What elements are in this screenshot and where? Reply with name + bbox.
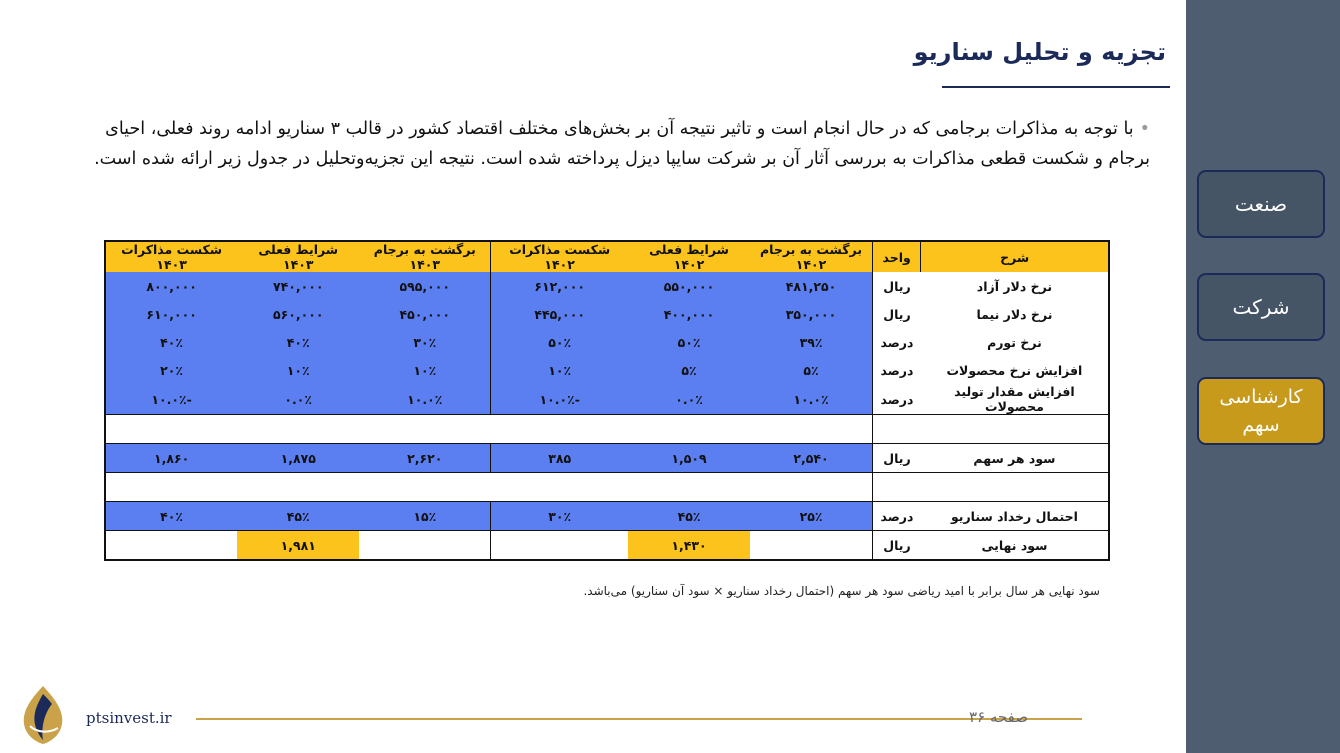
row-unit: درصد bbox=[873, 356, 921, 384]
sidebar-item-label: شرکت bbox=[1232, 295, 1290, 319]
intro-paragraph bbox=[90, 114, 1150, 174]
spacer-row bbox=[105, 415, 1109, 444]
row-label: احتمال رخداد سناریو bbox=[921, 502, 1109, 531]
header-col: شکست مذاکرات ۱۴۰۲ bbox=[491, 241, 628, 272]
cell: ۷۴۰,۰۰۰ bbox=[237, 272, 359, 300]
cell: -۱۰.۰٪ bbox=[105, 384, 237, 415]
sidebar-item-stock-analysis[interactable] bbox=[1197, 377, 1325, 445]
cell: ۲,۵۴۰ bbox=[750, 444, 873, 473]
footer-divider bbox=[196, 718, 1082, 720]
row-unit: ریال bbox=[873, 300, 921, 328]
scenario-table bbox=[104, 240, 1110, 561]
cell: ۶۱۲,۰۰۰ bbox=[491, 272, 628, 300]
page-number: صفحه ۳۶ bbox=[969, 708, 1028, 726]
intro-text: با توجه به مذاکرات برجامی که در حال انجام است و تاثیر نتیجه آن بر بخش‌های مختلف اقتصاد کشور در قالب ۳ سناریو ادامه روند فعلی، احیای برجام و شکست قطعی مذاکرات به بررسی آثار آن بر شرکت سایپا دیزل پرداخته شده است. نتیجه این تجزیه‌وتحلیل در جدول زیر ارائه شده است. bbox=[94, 119, 1150, 169]
sidebar-item-label: کارشناسی سهم bbox=[1219, 386, 1303, 436]
table-row bbox=[105, 300, 1109, 328]
cell: ۳۸۵ bbox=[491, 444, 628, 473]
header-col: شرایط فعلی ۱۴۰۳ bbox=[237, 241, 359, 272]
table-row-probability bbox=[105, 502, 1109, 531]
website-link[interactable]: ptsinvest.ir bbox=[86, 709, 172, 727]
cell: ۳۵۰,۰۰۰ bbox=[750, 300, 873, 328]
header-description: شرح bbox=[921, 241, 1109, 272]
cell: ۵۰٪ bbox=[628, 328, 750, 356]
page-title: تجزیه و تحلیل سناریو bbox=[913, 38, 1166, 66]
sidebar-item-industry[interactable] bbox=[1197, 170, 1325, 238]
cell: ۰.۰٪ bbox=[628, 384, 750, 415]
cell: ۴۴۵,۰۰۰ bbox=[491, 300, 628, 328]
row-unit: ریال bbox=[873, 531, 921, 561]
header-col: برگشت به برجام ۱۴۰۳ bbox=[359, 241, 491, 272]
cell: ۴۵٪ bbox=[628, 502, 750, 531]
sidebar-item-company[interactable] bbox=[1197, 273, 1325, 341]
spacer-row bbox=[105, 473, 1109, 502]
header-col: شکست مذاکرات ۱۴۰۳ bbox=[105, 241, 237, 272]
bullet-icon: • bbox=[1139, 119, 1150, 139]
cell: ۵۶۰,۰۰۰ bbox=[237, 300, 359, 328]
row-label: نرخ تورم bbox=[921, 328, 1109, 356]
table-header-row bbox=[105, 241, 1109, 272]
header-col: شرایط فعلی ۱۴۰۲ bbox=[628, 241, 750, 272]
cell: ۴۰٪ bbox=[105, 328, 237, 356]
final-value-1403: ۱,۹۸۱ bbox=[237, 531, 359, 561]
row-unit: ریال bbox=[873, 272, 921, 300]
company-logo bbox=[14, 684, 72, 746]
cell: ۱,۵۰۹ bbox=[628, 444, 750, 473]
table-row bbox=[105, 384, 1109, 415]
row-label: افزایش نرخ محصولات bbox=[921, 356, 1109, 384]
cell: -۱۰.۰٪ bbox=[491, 384, 628, 415]
row-unit: ریال bbox=[873, 444, 921, 473]
table-footnote: سود نهایی هر سال برابر با امید ریاضی سود هر سهم (احتمال رخداد سناریو × سود آن سناریو) می‌باشد. bbox=[583, 584, 1100, 598]
cell: ۱۰٪ bbox=[491, 356, 628, 384]
row-unit: درصد bbox=[873, 502, 921, 531]
sidebar-item-label: صنعت bbox=[1234, 192, 1288, 216]
row-label: افزایش مقدار تولید محصولات bbox=[921, 384, 1109, 415]
cell: ۴۰۰,۰۰۰ bbox=[628, 300, 750, 328]
cell: ۳۹٪ bbox=[750, 328, 873, 356]
cell: ۱۰.۰٪ bbox=[750, 384, 873, 415]
final-value-1402: ۱,۴۳۰ bbox=[628, 531, 750, 561]
row-label: نرخ دلار نیما bbox=[921, 300, 1109, 328]
cell: ۵٪ bbox=[628, 356, 750, 384]
cell: ۳۰٪ bbox=[491, 502, 628, 531]
header-unit: واحد bbox=[873, 241, 921, 272]
row-unit: درصد bbox=[873, 328, 921, 356]
table-row bbox=[105, 356, 1109, 384]
cell: ۶۱۰,۰۰۰ bbox=[105, 300, 237, 328]
cell: ۱۰٪ bbox=[359, 356, 491, 384]
cell: ۴۸۱,۲۵۰ bbox=[750, 272, 873, 300]
cell: ۵٪ bbox=[750, 356, 873, 384]
cell: ۲۵٪ bbox=[750, 502, 873, 531]
row-label: نرخ دلار آزاد bbox=[921, 272, 1109, 300]
cell: ۱۰٪ bbox=[237, 356, 359, 384]
row-label: سود هر سهم bbox=[921, 444, 1109, 473]
table-row bbox=[105, 328, 1109, 356]
cell: ۴۵۰,۰۰۰ bbox=[359, 300, 491, 328]
table-row-eps bbox=[105, 444, 1109, 473]
row-unit: درصد bbox=[873, 384, 921, 415]
table-row-final bbox=[105, 531, 1109, 561]
cell: ۱۰.۰٪ bbox=[359, 384, 491, 415]
cell: ۲۰٪ bbox=[105, 356, 237, 384]
sidebar bbox=[1186, 0, 1340, 753]
cell: ۳۰٪ bbox=[359, 328, 491, 356]
cell: ۵۵۰,۰۰۰ bbox=[628, 272, 750, 300]
cell: ۴۵٪ bbox=[237, 502, 359, 531]
row-label: سود نهایی bbox=[921, 531, 1109, 561]
cell: ۴۰٪ bbox=[105, 502, 237, 531]
cell: ۴۰٪ bbox=[237, 328, 359, 356]
cell: ۵۹۵,۰۰۰ bbox=[359, 272, 491, 300]
cell: ۸۰۰,۰۰۰ bbox=[105, 272, 237, 300]
header-col: برگشت به برجام ۱۴۰۲ bbox=[750, 241, 873, 272]
cell: ۲,۶۲۰ bbox=[359, 444, 491, 473]
cell: ۵۰٪ bbox=[491, 328, 628, 356]
cell: ۱۵٪ bbox=[359, 502, 491, 531]
title-underline bbox=[942, 86, 1170, 88]
cell: ۱,۸۶۰ bbox=[105, 444, 237, 473]
table-row bbox=[105, 272, 1109, 300]
cell: ۰.۰٪ bbox=[237, 384, 359, 415]
cell: ۱,۸۷۵ bbox=[237, 444, 359, 473]
